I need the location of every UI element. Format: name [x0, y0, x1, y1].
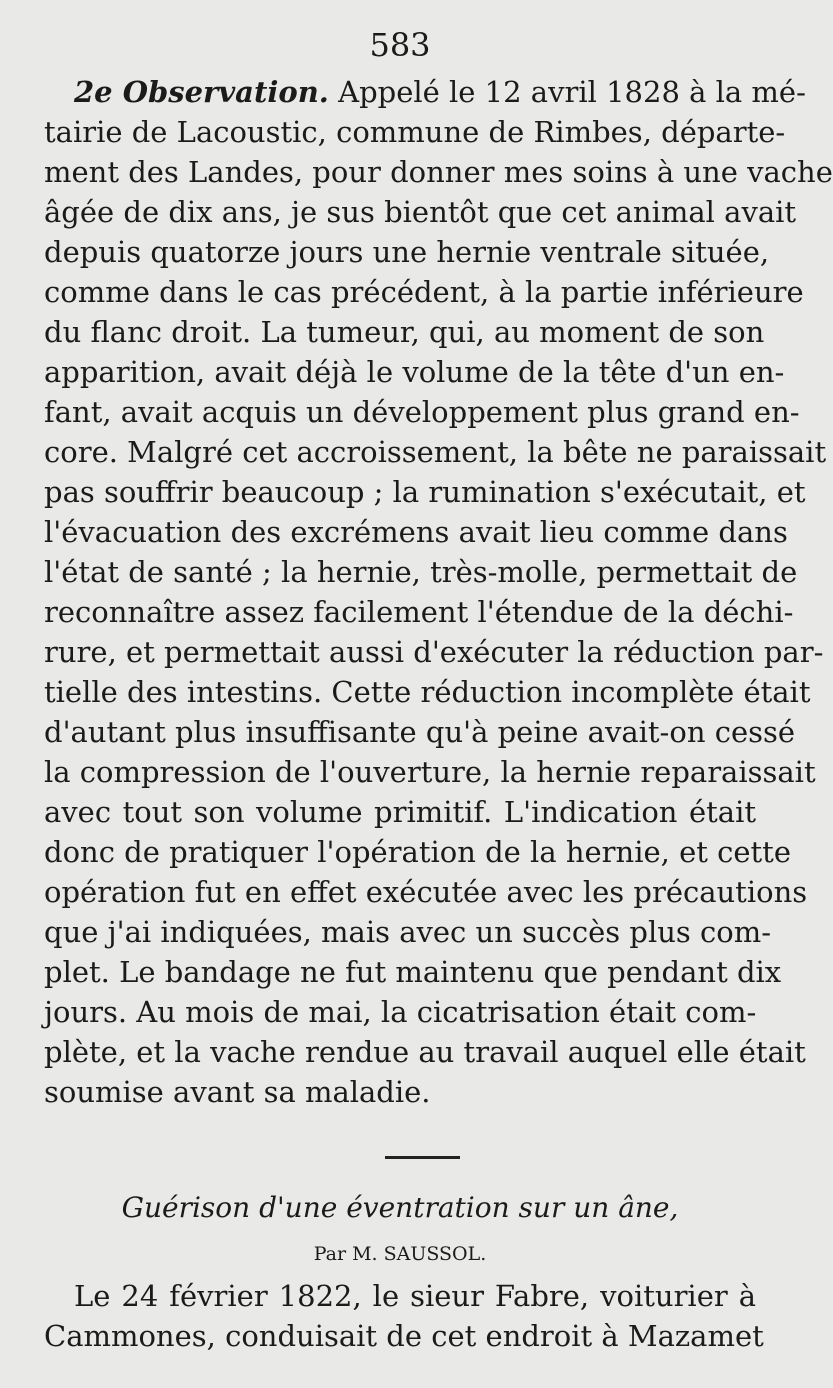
page-number: 583 [369, 26, 431, 64]
text-line: l'évacuation des excrémens avait lieu comme dans [44, 515, 788, 549]
section-divider [385, 1156, 460, 1159]
text-line: 2e Observation. Appelé le 12 avril 1828 à la mé- [74, 75, 806, 109]
observation-label: 2e Observation. [74, 75, 329, 109]
text-line: la compression de l'ouverture, la hernie reparaissait [44, 755, 816, 789]
author-name: SAUSSOL. [383, 1243, 487, 1265]
text-line: tairie de Lacoustic, commune de Rimbes, départe- [44, 115, 786, 149]
text-line: avec tout son volume primitif. L'indication était [44, 795, 756, 829]
text-line: Cammones, conduisait de cet endroit à Mazamet [44, 1319, 764, 1353]
text-line: core. Malgré cet accroissement, la bête ne paraissait [44, 435, 827, 469]
text-line: fant, avait acquis un développement plus grand en- [44, 395, 800, 429]
text-line: du flanc droit. La tumeur, qui, au moment de son [44, 315, 765, 349]
text-line: reconnaître assez facilement l'étendue de la déchi- [44, 595, 794, 629]
text-line: comme dans le cas précédent, à la partie inférieure [44, 275, 804, 309]
text-line: que j'ai indiquées, mais avec un succès plus com- [44, 915, 771, 949]
text-line: ment des Landes, pour donner mes soins à une vache [44, 155, 833, 189]
text-line: d'autant plus insuffisante qu'à peine avait-on cessé [44, 715, 796, 749]
text-line: Le 24 février 1822, le sieur Fabre, voiturier à [74, 1279, 756, 1313]
text-line: apparition, avait déjà le volume de la tête d'un en- [44, 355, 785, 389]
text-line: plet. Le bandage ne fut maintenu que pendant dix [44, 955, 782, 989]
byline: Par M. SAUSSOL. [313, 1243, 487, 1265]
text-line: âgée de dix ans, je sus bientôt que cet animal avait [44, 195, 797, 229]
text-line: tielle des intestins. Cette réduction incomplète était [44, 675, 811, 709]
text-line: l'état de santé ; la hernie, très-molle, permettait de [44, 555, 798, 589]
text-line: pas souffrir beaucoup ; la rumination s'exécutait, et [44, 475, 806, 509]
text-line: opération fut en effet exécutée avec les précautions [44, 875, 808, 909]
section-title: Guérison d'une éventration sur un âne, [121, 1191, 679, 1224]
text-line: plète, et la vache rendue au travail auquel elle était [44, 1035, 806, 1069]
text-line: jours. Au mois de mai, la cicatrisation était com- [44, 995, 757, 1029]
text-line: depuis quatorze jours une hernie ventrale située, [44, 235, 770, 269]
text-line: donc de pratiquer l'opération de la hernie, et cette [44, 835, 791, 869]
text-line: soumise avant sa maladie. [44, 1075, 431, 1109]
text-line: rure, et permettait aussi d'exécuter la réduction par- [44, 635, 824, 669]
